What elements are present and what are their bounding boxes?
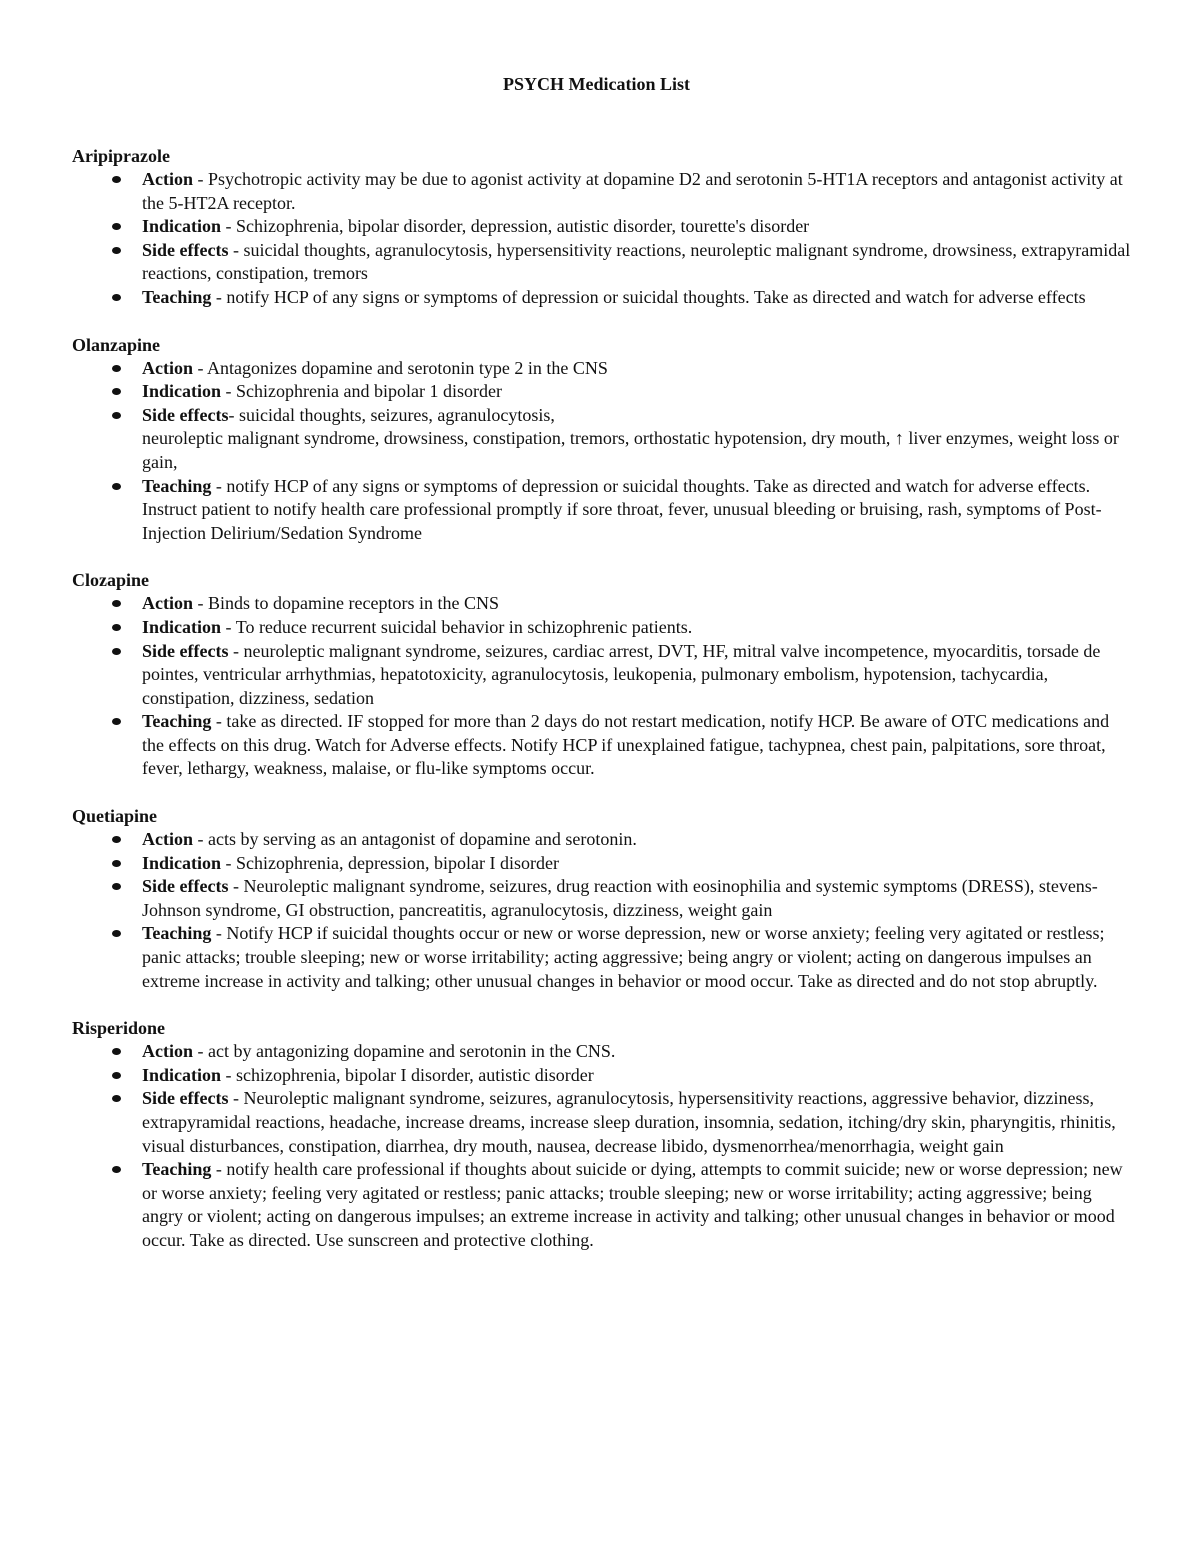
drug-details-list	[72, 168, 1132, 310]
bullet-icon	[112, 412, 121, 419]
list-item-action	[72, 828, 1132, 852]
drug-name: Olanzapine	[72, 334, 161, 355]
bullet-icon	[112, 860, 121, 867]
list-item-indication	[72, 616, 1132, 640]
item-term: Action	[142, 357, 193, 378]
drug-name: Clozapine	[72, 570, 150, 591]
item-text: - Schizophrenia and bipolar 1 disorder	[221, 381, 502, 402]
item-term: Side effects	[142, 404, 229, 425]
bullet-icon	[112, 883, 121, 890]
item-term: Action	[142, 169, 193, 189]
bullet-icon	[112, 365, 121, 372]
item-text: - Schizophrenia, bipolar disorder, depression, autistic disorder, tourette's disorder	[221, 216, 810, 237]
item-term: Indication	[142, 616, 222, 637]
bullet-icon	[112, 176, 121, 183]
list-item-side-effects	[72, 404, 1132, 475]
bullet-icon	[112, 483, 121, 490]
bullet-icon	[112, 718, 121, 725]
list-item-teaching	[72, 1158, 1132, 1252]
item-text: - notify HCP of any signs or symptoms of depression or suicidal thoughts. Take as directed and watch for adverse effects	[211, 286, 1086, 307]
item-term: Teaching	[142, 286, 212, 307]
item-term: Indication	[142, 1064, 222, 1085]
item-text: - Antagonizes dopamine and serotonin type 2 in the CNS	[193, 357, 608, 378]
item-text: - take as directed. IF stopped for more than 2 days do not restart medication, notify HCP. Be aware of OTC medications and the effects on this drug. Watch for Adverse effects. Notify HCP if unexplained fatigue, tachypnea, chest pain, palpitations, sore throat, fever, lethargy, weakness, malaise, or flu-like symptoms occur.	[142, 711, 1110, 779]
item-term: Teaching	[142, 1159, 212, 1180]
drug-details-list	[72, 357, 1132, 546]
bullet-icon	[112, 648, 121, 655]
item-text: - notify health care professional if thoughts about suicide or dying, attempts to commit suicide; new or worse depression; new or worse anxiety; feeling very agitated or restless; panic attacks; trouble sleeping; new or worse irritability; acting aggressive; being angry or violent; acting on dangerous impulses; an extreme increase in activity and talking; other unusual changes in behavior or mood occur. Take as directed. Use sunscreen and protective clothing.	[142, 1159, 1123, 1250]
bullet-icon	[112, 624, 121, 631]
drug-section-risperidone	[72, 1016, 1132, 1252]
item-text-continued: neuroleptic malignant syndrome, drowsiness, constipation, tremors, orthostatic hypotension, dry mouth, ↑ liver enzymes, weight loss or gain,	[142, 428, 1119, 472]
list-item-indication	[72, 1064, 1132, 1088]
item-term: Action	[142, 593, 193, 614]
bullet-icon	[112, 836, 121, 843]
drug-section-quetiapine	[72, 804, 1132, 993]
item-term: Teaching	[142, 475, 212, 496]
item-text: - Notify HCP if suicidal thoughts occur or new or worse depression, new or worse anxiety; feeling very agitated or restless; panic attacks; trouble sleeping; new or worse irritability; acting aggressive; being angry or violent; acting on dangerous impulses an extreme increase in activity and talking; other unusual changes in behavior or mood occur. Take as directed and do not stop abruptly.	[142, 923, 1105, 991]
drug-section-aripiprazole	[72, 144, 1132, 310]
bullet-icon	[112, 600, 121, 607]
bullet-icon	[112, 247, 121, 254]
drug-details-list	[72, 592, 1132, 781]
item-text: - Neuroleptic malignant syndrome, seizures, drug reaction with eosinophilia and systemic symptoms (DRESS), stevens-Johnson syndrome, GI obstruction, pancreatitis, agranulocytosis, dizziness, weight gain	[142, 876, 1098, 920]
item-term: Side effects	[142, 239, 229, 260]
item-term: Indication	[142, 216, 222, 237]
list-item-side-effects	[72, 1087, 1132, 1158]
list-item-side-effects	[72, 875, 1132, 922]
item-term: Indication	[142, 381, 222, 402]
item-term: Side effects	[142, 640, 229, 661]
item-term: Indication	[142, 852, 222, 873]
medication-list	[72, 144, 1132, 1276]
list-item-side-effects	[72, 640, 1132, 711]
bullet-icon	[112, 388, 121, 395]
item-term: Action	[142, 1041, 193, 1062]
list-item-indication	[72, 380, 1132, 404]
list-item-action	[72, 168, 1132, 215]
item-text: - To reduce recurrent suicidal behavior in schizophrenic patients.	[221, 616, 693, 637]
list-item-action	[72, 357, 1132, 381]
item-text: - neuroleptic malignant syndrome, seizures, cardiac arrest, DVT, HF, mitral valve incompetence, myocarditis, torsade de pointes, ventricular arrhythmias, hepatotoxicity, agranulocytosis, leukopenia, pulmonary embolism, hypotension, tachycardia, constipation, dizziness, sedation	[142, 640, 1101, 708]
drug-details-list	[72, 1040, 1132, 1252]
item-text: - suicidal thoughts, agranulocytosis, hypersensitivity reactions, neuroleptic malignant syndrome, drowsiness, extrapyramidal reactions, constipation, tremors	[142, 239, 1131, 284]
item-text: - Binds to dopamine receptors in the CNS	[193, 593, 499, 614]
list-item-indication	[72, 215, 1132, 239]
list-item-teaching	[72, 475, 1132, 546]
item-text: - suicidal thoughts, seizures, agranulocytosis,	[228, 404, 555, 425]
item-term: Teaching	[142, 923, 212, 944]
drug-section-olanzapine	[72, 333, 1132, 546]
list-item-side-effects	[72, 239, 1132, 286]
bullet-icon	[112, 1166, 121, 1173]
bullet-icon	[112, 1095, 121, 1102]
item-text: - acts by serving as an antagonist of dopamine and serotonin.	[193, 829, 637, 850]
drug-name: Quetiapine	[72, 806, 158, 827]
item-term: Side effects	[142, 1088, 229, 1109]
bullet-icon	[112, 223, 121, 230]
bullet-icon	[112, 1048, 121, 1055]
item-text: - Psychotropic activity may be due to agonist activity at dopamine D2 and serotonin 5-HT1A receptors and antagonist activity at the 5-HT2A receptor.	[142, 169, 1123, 213]
drug-details-list	[72, 828, 1132, 993]
bullet-icon	[112, 1072, 121, 1079]
item-term: Teaching	[142, 711, 212, 732]
drug-name: Aripiprazole	[72, 146, 170, 166]
item-text: - act by antagonizing dopamine and serotonin in the CNS.	[193, 1041, 616, 1062]
item-text: - Neuroleptic malignant syndrome, seizures, agranulocytosis, hypersensitivity reactions, aggressive behavior, dizziness, extrapyramidal reactions, headache, increase dreams, increase sleep duration, insomnia, sedation, itching/dry skin, pharyngitis, rhinitis, visual disturbances, constipation, diarrhea, dry mouth, nausea, decrease libido, dysmenorrhea/menorrhagia, weight gain	[142, 1088, 1116, 1156]
list-item-teaching	[72, 286, 1132, 310]
list-item-action	[72, 592, 1132, 616]
bullet-icon	[112, 930, 121, 937]
drug-name: Risperidone	[72, 1018, 166, 1039]
item-text: - schizophrenia, bipolar I disorder, autistic disorder	[221, 1064, 594, 1085]
item-text: - notify HCP of any signs or symptoms of depression or suicidal thoughts. Take as directed and watch for adverse effects. Instruct patient to notify health care professional promptly if sore throat, fever, unusual bleeding or bruising, rash, symptoms of Post-Injection Delirium/Sedation Syndrome	[142, 475, 1102, 543]
item-term: Side effects	[142, 876, 229, 897]
item-term: Action	[142, 829, 193, 850]
list-item-teaching	[72, 710, 1132, 781]
page-title: PSYCH Medication List	[503, 74, 690, 94]
list-item-indication	[72, 852, 1132, 876]
list-item-action	[72, 1040, 1132, 1064]
item-text: - Schizophrenia, depression, bipolar I disorder	[221, 852, 559, 873]
drug-section-clozapine	[72, 568, 1132, 781]
list-item-teaching	[72, 922, 1132, 993]
bullet-icon	[112, 294, 121, 301]
